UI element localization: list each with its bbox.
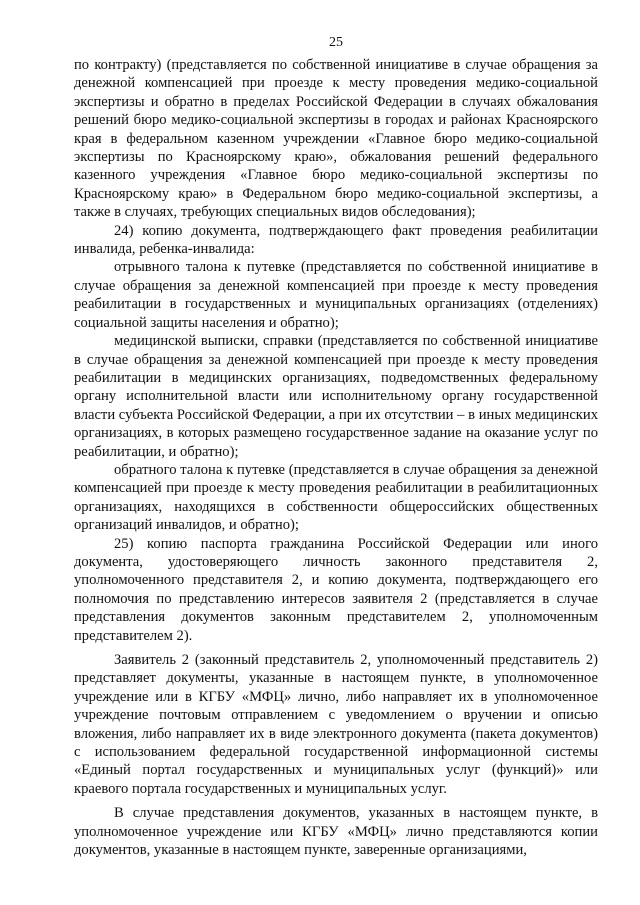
- paragraph-continuation: по контракту) (представляется по собственной инициативе в случае обращения за денежной компенсацией при проезде к месту проведения медико-социальной экспертизы и обратно в пределах Российской Федерации в случаях обжалования решений бюро медико-социальной экспертизы в городах и районах Красноярского края в федеральном казенном учреждении «Главное бюро медико-социальной экспертизы по Красноярскому краю», обжалования решений федерального казенного учреждения «Главное бюро медико-социальной экспертизы по Красноярскому краю» в Федеральном бюро медико-социальной экспертизы, а также в случаях, требующих специальных видов обследования);: [74, 57, 598, 221]
- paragraph-item-25: 25) копию паспорта гражданина Российской Федерации или иного документа, удостоверяющего личность законного представителя 2, уполномоченного представителя 2, и копию документа, подтверждающего его полномочия по представлению интересов заявителя 2 (представляется в случае представления документов законным представителем 2, уполномоченным представителем 2).: [74, 535, 598, 644]
- paragraph-tear-off-coupon: отрывного талона к путевке (представляется по собственной инициативе в случае обращения за денежной компенсацией при проезде к месту проведения реабилитации в государственных и муниципальных организациях (отделениях) социальной защиты населения и обратно);: [74, 259, 598, 331]
- paragraph-applicant-2: Заявитель 2 (законный представитель 2, уполномоченный представитель 2) представляет документы, указанные в настоящем пункте, в уполномоченное учреждение или в КГБУ «МФЦ» лично, либо направляет их в уполномоченное учреждение почтовым отправлением с уведомлением о вручении и описью вложения, либо направляет их в виде электронного документа (пакета документов) с использованием федеральной государственной информационной системы «Единый портал государственных и муниципальных услуг (функций)» или краевого портала государственных и муниципальных услуг.: [74, 652, 598, 797]
- paragraph-medical-extract: медицинской выписки, справки (представляется по собственной инициативе в случае обращения за денежной компенсацией при проезде к месту проведения реабилитации в медицинских организациях, подведомственных федеральному органу исполнительной власти или исполнительному органу государственной власти субъекта Российской Федерации, а при их отсутствии – в иных медицинских организациях, в которых размещено государственное задание на оказание услуг по реабилитации, и обратно);: [74, 333, 598, 460]
- page-number: 25: [329, 35, 343, 50]
- paragraph-return-coupon: обратного талона к путевке (представляется в случае обращения за денежной компенсацией при проезде к месту проведения реабилитации в реабилитационных организациях, находящихся в собственности общероссийских общественных организаций инвалидов, и обратно);: [74, 461, 598, 534]
- paragraph-personal-submission: В случае представления документов, указанных в настоящем пункте, в уполномоченное учреждение или КГБУ «МФЦ» лично представляются копии документов, указанные в настоящем пункте, заверенные организациями,: [74, 805, 598, 859]
- paragraph-item-24: 24) копию документа, подтверждающего факт проведения реабилитации инвалида, ребенка-инвалида:: [74, 222, 598, 258]
